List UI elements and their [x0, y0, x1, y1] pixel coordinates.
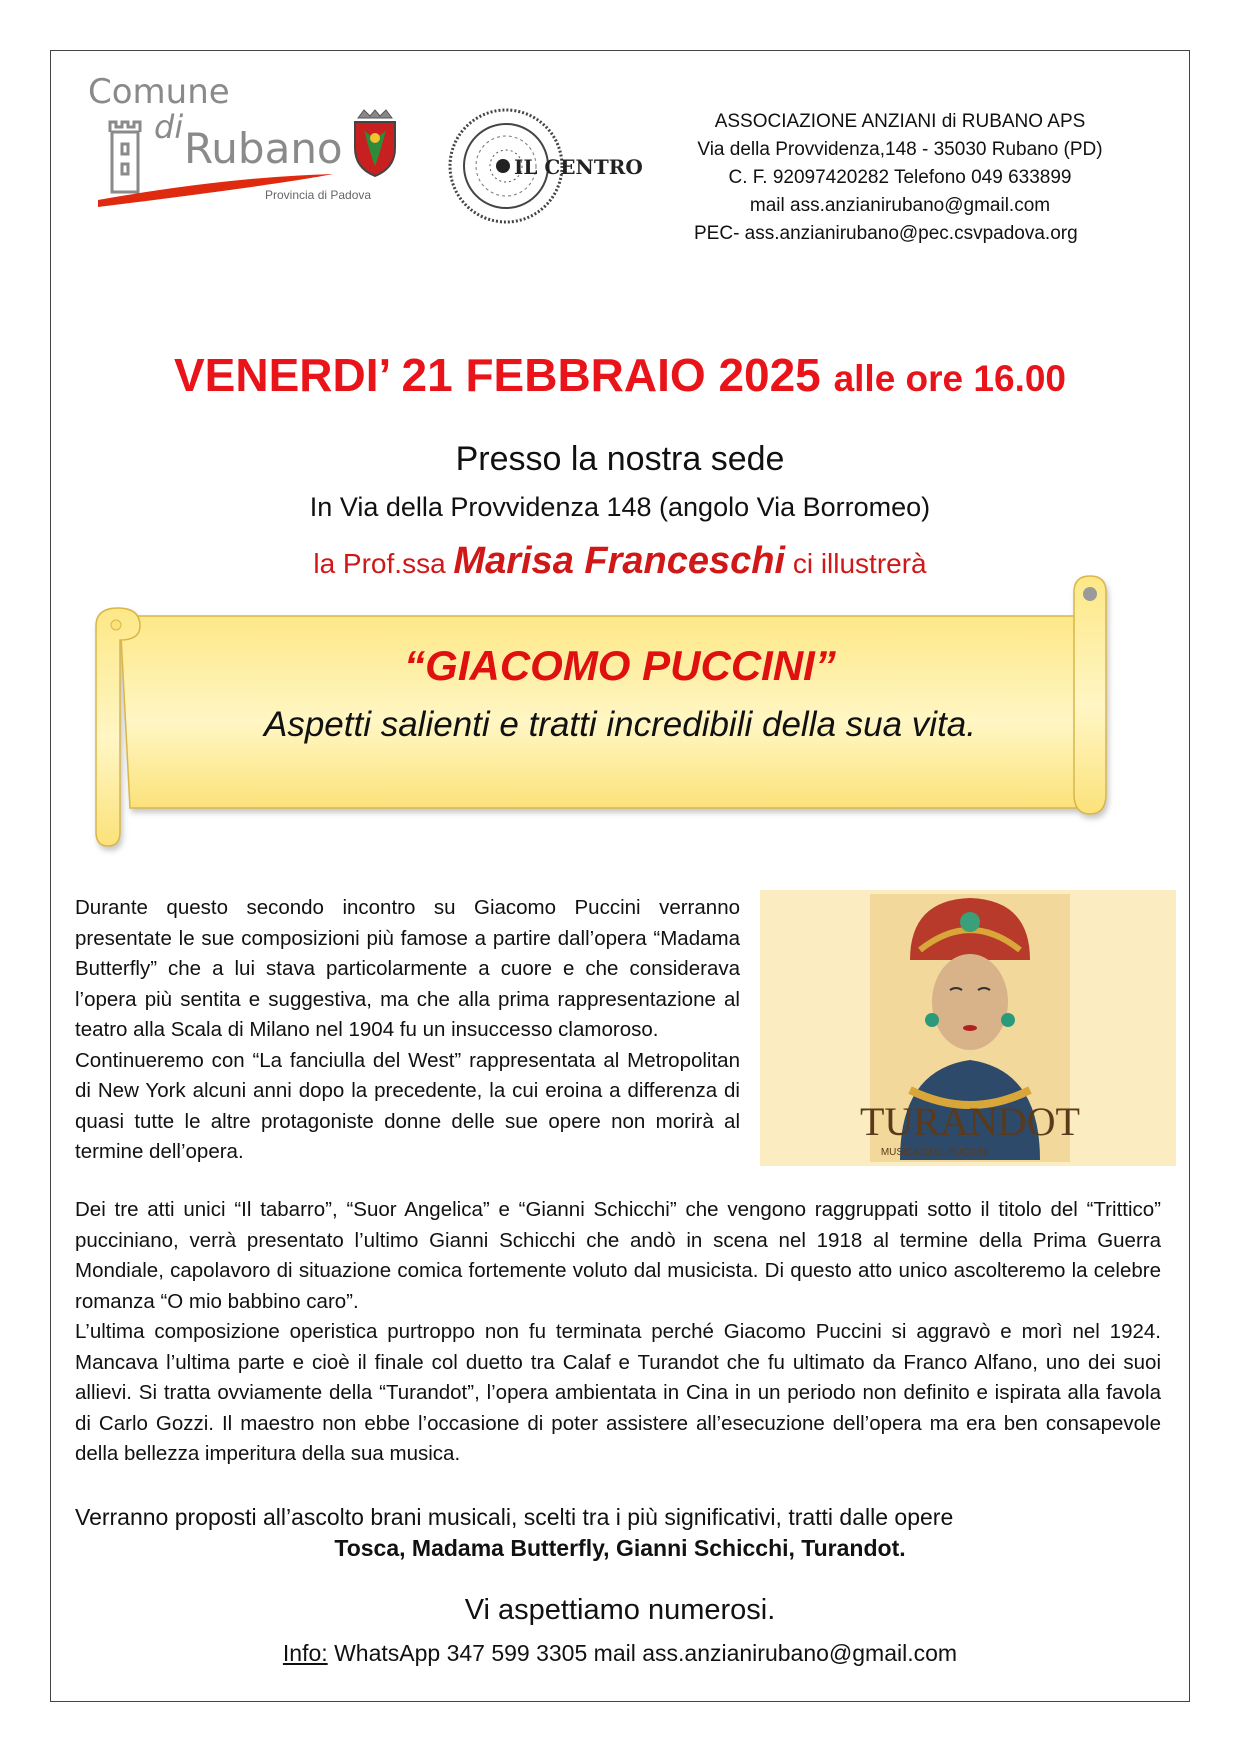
association-mail: mail ass.anzianirubano@gmail.com	[749, 195, 1051, 216]
paragraph-fanciulla: Continueremo con “La fanciulla del West” rappresentata al Metropolitan di New York alcuni anni dopo la precedente, la cui eroina a differenza di quasi tutte le altre protagoniste donne delle sue opere non morirà al termine dell’opera.	[75, 1048, 740, 1163]
info-contacts: WhatsApp 347 599 3305 mail ass.anzianirubano@gmail.com	[327, 1640, 958, 1666]
seal-text: IL CENTRO	[514, 155, 643, 179]
paragraph-butterfly: Durante questo secondo incontro su Giacomo Puccini verranno presentate le sue composizioni più famose a partire dall’opera “Madama Butterfly” che a lui stava particolarmente a cuore e che considerava l’opera più sentita e suggestiva, ma che alla prima rappresentazione al teatro alla Scala di Milano nel 1904 fu un insuccesso clamoroso.	[75, 896, 740, 1041]
speaker-name: Marisa Franceschi	[453, 540, 786, 582]
turandot-poster-icon	[760, 890, 1176, 1166]
rubano-crest-icon	[350, 108, 400, 183]
association-fiscal-phone: C. F. 92097420282 Telefono 049 633899	[728, 167, 1072, 188]
listen-text: Verranno proposti all’ascolto brani musicali, scelti tra i più significativi, tratti dalle opere	[75, 1504, 954, 1530]
speaker-suffix: ci illustrerà	[792, 548, 927, 579]
event-date-line	[50, 348, 1190, 402]
info-label: Info:	[282, 1640, 328, 1666]
event-time: alle ore 16.00	[833, 358, 1067, 399]
event-date: VENERDI’ 21 FEBBRAIO 2025	[173, 349, 821, 401]
speaker-prefix: la Prof.ssa	[313, 548, 446, 579]
banner-subtitle: Aspetti salienti e tratti incredibili della sua vita.	[263, 705, 976, 744]
association-address: Via della Provvidenza,148 - 35030 Rubano (PD)	[697, 139, 1103, 160]
logo-province: Provincia di Padova	[265, 188, 372, 202]
event-presso: Presso la nostra sede	[455, 440, 785, 478]
body-text-narrow	[75, 893, 740, 1168]
logo-text-rubano: Rubano	[184, 124, 343, 173]
paragraph-trittico: Dei tre atti unici “Il tabarro”, “Suor Angelica” e “Gianni Schicchi” che vengono raggruppati sotto il titolo del “Trittico” pucciniano, verrà presentato l’ultimo Gianni Schicchi che andò in scena nel 1918 al termine della Prima Guerra Mondiale, capolavoro di situazione comica fortemente voluto dal musicista. Di questo atto unico ascolteremo la celebre romanza “O mio babbino caro”.	[75, 1198, 1161, 1313]
banner-title: “GIACOMO PUCCINI”	[404, 642, 836, 689]
event-address: In Via della Provvidenza 148 (angolo Via Borromeo)	[309, 492, 931, 522]
operas-list: Tosca, Madama Butterfly, Gianni Schicchi, Turandot.	[334, 1535, 906, 1561]
association-name: ASSOCIAZIONE ANZIANI di RUBANO APS	[714, 111, 1086, 132]
info-line	[50, 1640, 1190, 1667]
body-text-wide	[75, 1195, 1161, 1470]
poster-title: TURANDOT	[860, 1099, 1080, 1144]
logo-text-di: di	[154, 108, 184, 146]
logo-text-comune: Comune	[88, 72, 230, 112]
association-contact-block	[650, 108, 1150, 248]
closing-text: Vi aspettiamo numerosi.	[464, 1594, 776, 1626]
poster-caption: MUSICA DI G. PUCCINI	[880, 1147, 990, 1158]
association-pec: PEC- ass.anzianirubano@pec.csvpadova.org	[694, 223, 1078, 244]
il-centro-seal-icon	[446, 104, 646, 234]
paragraph-turandot: L’ultima composizione operistica purtroppo non fu terminata perché Giacomo Puccini si aggravò e morì nel 1924. Mancava l’ultima parte e cioè il finale col duetto tra Calaf e Turandot che fu ultimato da Franco Alfano, uno dei suoi allievi. Si tratta ovviamente della “Turandot”, l’opera ambientata in Cina in un periodo non definito e ispirata alla favola di Carlo Gozzi. Il maestro non ebbe l’occasione di poter assistere all’esecuzione dell’opera ma era ben consapevole della bellezza imperitura della sua musica.	[75, 1320, 1161, 1465]
